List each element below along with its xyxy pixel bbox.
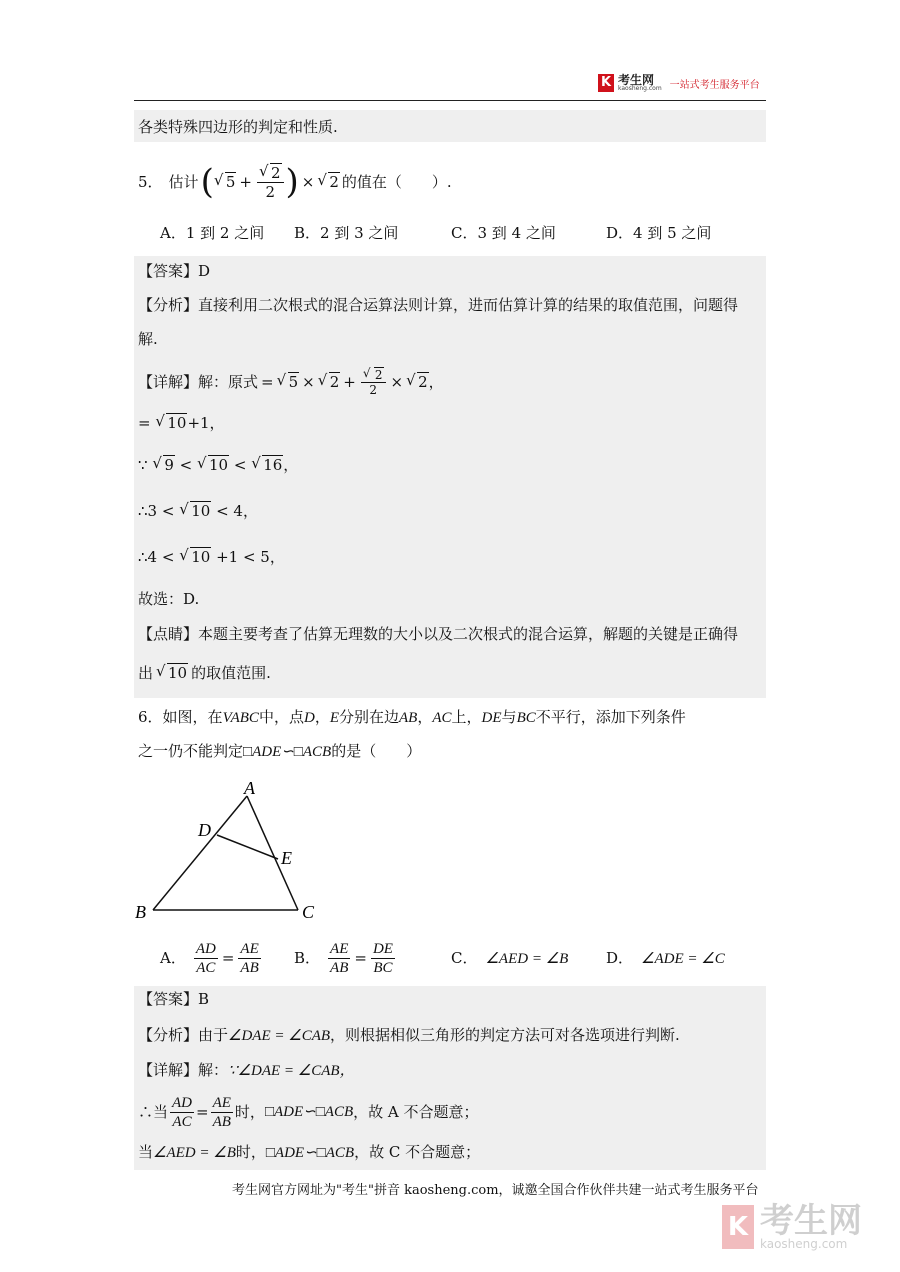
q5-comment-1: 【点睛】本题主要考查了估算无理数的大小以及二次根式的混合运算，解题的关键是正确得 (138, 625, 739, 643)
q5-choose: 故选：D. (138, 590, 200, 608)
q5-option-a: A．1 到 2 之间 (160, 224, 265, 242)
q5-analysis-1: 【分析】直接利用二次根式的混合运算法则计算，进而估算计算的结果的取值范围，问题得 (138, 296, 739, 314)
q5-option-d: D．4 到 5 之间 (606, 224, 712, 242)
footer-watermark (722, 1201, 862, 1251)
q5-option-c: C．3 到 4 之间 (451, 224, 556, 242)
vertex-label-c: C (302, 902, 315, 922)
q5-answer: 【答案】D (138, 262, 211, 280)
q6-detail-2: ∴当 $\frac{AD}{AC}$ = $\frac{AE}{AB}$ 时， □ADE∽□ACB ，故 A 不合题意； (138, 1094, 479, 1130)
vertex-label-d: D (198, 820, 211, 840)
q5-option-b: B．2 到 3 之间 (294, 224, 399, 242)
q6-stem-1: 6．如图，在VABC中，点D，E分别在边AB，AC上，DE与BC不平行，添加下列条件 (138, 708, 686, 726)
header-rule (134, 100, 766, 101)
q5-stem (138, 160, 452, 204)
logo-domain: kaosheng.com (618, 85, 662, 92)
q5-number: 5． (138, 173, 163, 191)
q5-pre: 估计 (168, 173, 199, 191)
segment-de (217, 835, 278, 859)
header-slogan: 一站式考生服务平台 (669, 79, 760, 91)
intro-line: 各类特殊四边形的判定和性质. (138, 118, 338, 136)
q5-step-3: ∵ √ 9 < √ 10 < √ 16， (138, 454, 298, 476)
watermark-logo-icon: K (722, 1205, 754, 1249)
q6-option-b: B． $\frac{AE}{AB}$ = $\frac{DE}{BC}$ (294, 940, 393, 976)
q6-detail: 【详解】解：∵∠DAE = ∠CAB， (138, 1061, 355, 1079)
q5-expression: ( √ 5 + √ $\frac{2}{2}$ ) × √ 2 (201, 162, 340, 202)
logo-icon: K (598, 74, 614, 92)
q6-triangle-figure (130, 774, 330, 924)
vertex-label-a: A (244, 778, 255, 798)
q5-post: 的值在（ ）. (341, 173, 452, 191)
logo-name: 考生网 (618, 73, 655, 87)
q6-stem-2: 之一仍不能判定□ADE∽□ACB的是（ ） (138, 742, 422, 760)
q5-step-4: ∴3 < √ 10 < 4， (138, 500, 258, 522)
q5-analysis-2: 解. (138, 330, 158, 348)
q6-analysis: 【分析】由于∠DAE = ∠CAB，则根据相似三角形的判定方法可对各选项进行判断. (138, 1026, 680, 1044)
q6-option-c: C． ∠AED = ∠B (451, 949, 569, 967)
vertex-label-b: B (135, 902, 146, 922)
footer-text: 考生网官方网址为"考生"拼音 kaosheng.com，诚邀全国合作伙伴共建一站式考生服务平台 (232, 1183, 759, 1198)
side-ab (153, 796, 247, 910)
q6-detail-3: 当∠AED = ∠B时，□ADE∽□ACB，故 C 不合题意； (138, 1143, 481, 1161)
q5-step-2: = √ 10+1， (138, 412, 225, 434)
q6-option-d: D． ∠ADE = ∠C (606, 949, 725, 967)
watermark-domain: kaosheng.com (760, 1237, 848, 1251)
vertex-label-e: E (281, 848, 292, 868)
header-logo (598, 72, 760, 94)
q6-option-a: A． $\frac{AD}{AC}$ = $\frac{AE}{AB}$ (160, 940, 259, 976)
watermark-name: 考生网 (760, 1201, 862, 1241)
q5-step-5: ∴4 < √ 10 +1 < 5， (138, 546, 285, 568)
q5-comment-2: 出√ 10 的取值范围. (138, 662, 271, 684)
q6-answer: 【答案】B (138, 990, 210, 1008)
q5-detail: 【详解】 解：原式 = √ 5 × √ 2 + √ $\frac{2}{2}$ × √ 2 ， (138, 362, 444, 402)
